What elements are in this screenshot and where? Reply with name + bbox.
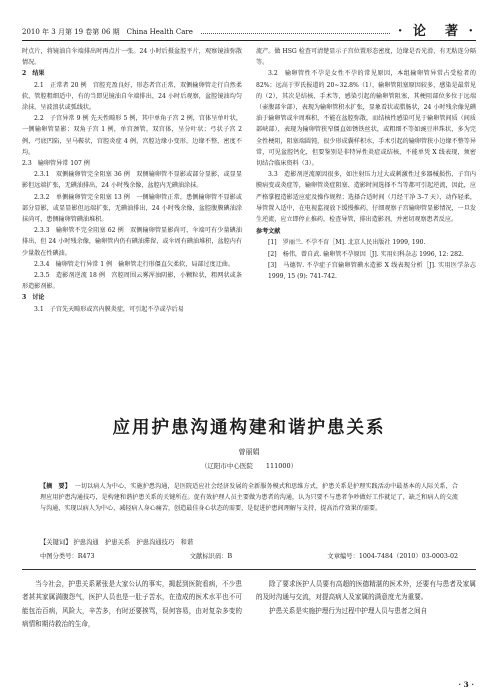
- left-column: [22, 46, 242, 410]
- header-dotted-rule: [201, 32, 390, 34]
- paragraph: 时点片，将镜油自伞端排出时再点片一张。24 小时后摄盆腔平片，观察镜油弥散情况。: [22, 48, 242, 67]
- paragraph: 3.2 输卵管性不孕是女性不孕的常见原因，本组输卵管异常占受检者的 82%；远高于罗氏报道的 20~32.8%（1），输卵管阻塞原因较多，感染是最常见的（2），其次是结核、手术等，感染引起的输卵管阻塞，其梗阻部位多位于远端（壶腹部伞部），表现为输卵管积水扩张，显象看状或腊肠状，24 小时残余像见碘油于输卵管或伞周堆积，不能在盆腔弥散，而结核性感染可见于输卵管间质（间质部峡部），表现为输卵管狭窄僵直如锈铁丝状，或粗细不等如豌豆串珠状，多为完全性梗阻，阻塞端圆钝，很少形成囊样积水，手术引起的输卵管狭小边缘不整等异常，可见盆腔钙化，但要鉴别是非特异性炎症或结核，不能单凭 X 线表现，须密切结合临床资料（3）。: [256, 70, 476, 168]
- paragraph: 2.3 输卵管异常 107 例: [22, 160, 90, 168]
- paragraph: 3.3 造影剂逆流原因很多，如注射压力过大或刺激性过多器械损伤、子宫内膜病变或炎症等，输卵管炎症阻塞、造影时间选择不当等都可引起逆流，因此，应严格掌握造影适应症及操作规程；选择合适时间（月经干净 3–7 天），动作轻柔，导管置入适中，在电视监视放下缓慢推药，仔细观察子宫输卵管显影情况，一旦发生逆流，应立即停止推药，检查导管，排出造影剂，并密切观察患者反应。: [256, 171, 476, 224]
- author-affiliation: （辽阳市中心医院 111000）: [200, 462, 298, 470]
- right-column: [256, 46, 476, 410]
- article-number: 文章编号：1004-7484（2010）03-0003-02: [327, 553, 458, 560]
- paragraph: 3.1 子宫先天畸形或宫内膜炎症，可引起不孕或孕后易: [34, 305, 184, 313]
- previous-article-columns: [22, 46, 476, 410]
- reference-item: [2] 杨伟，曾自武. 输卵管不孕原因［J]. 实用妇科杂志 1996, 12: 282.: [268, 250, 464, 258]
- paragraph: 2.3.1 双侧输卵管完全阻塞 36 例 双侧输卵管不显影或部分显影，或显显影但远端扩张，无碘油排出，24 小时残余像，盆腔内无碘油涂抹。: [22, 171, 242, 190]
- reference-item: [1] 罗丽兰. 不孕不育［M]. 北京人民出版社 1999, 190.: [268, 239, 426, 247]
- paragraph: 2.3.4 输卵管走行异常 1 例 输卵管走行形僵直欠柔软，局部过度迂曲。: [34, 260, 234, 268]
- divider-rule: [22, 569, 476, 570]
- article-title: 应用护患沟通构建和谐护患关系: [112, 418, 386, 438]
- paragraph: 除了要求医护人员要有高超的医德精湛的医术外，还要有与患者及家属的及时沟通与交流，对提高病人及家属的满意度尤为重要。: [256, 580, 476, 602]
- abstract-tag: 【摘 要】: [40, 483, 71, 490]
- paragraph: 2.3.5 造影剂逆流 18 例 宫腔周围云雾浑浊阴影，小颗粒状，粗网状或条形造影剂影。: [22, 272, 242, 291]
- document-code: 文献标识码：B: [189, 553, 233, 560]
- paragraph: 2.1 正常者 20 例 宫腔充盈良好，形态者宫正常，双侧输卵管走行自然柔软，管腔粗细适中，有的当即见镜油自伞端排出，24 小时后观察，盆腔镜油均匀涂抹，呈波浪状或弧线状。: [22, 81, 242, 112]
- paragraph: 2.2 子宫异常 9 例 先天性畸形 5 例，其中单角子宫 2 例，宫体呈单叶状，一侧输卵管显影；双角子宫 1 例，单宫颈管，双宫体，呈分叶状；弓状子宫 2 例，弓底凹陷，呈马鞍状，宫腔炎症 4 例，宫腔边缘小变形，边缘不整，密度不均。: [22, 115, 242, 156]
- paragraph: 2.3.3 输卵管不完全阻塞 62 例 双侧输卵管显影尚可，伞端可有少量碘油排出，但 24 小时残余像，输卵管内仍有碘油滞留，或伞周有碘油堆积，盆腔内有少量散在性碘油。: [22, 227, 242, 257]
- abstract: [40, 481, 458, 515]
- keywords: [40, 537, 458, 546]
- body-right-column: [256, 578, 476, 678]
- classification-row: [40, 551, 458, 565]
- paragraph: 2.3.2 单侧输卵管完全阻塞 13 例 一侧输卵管正常，患侧输卵管不显影或部分显影，或显显影但远端扩张，无碘油排出，24 小时残余像，盆腔腹膜碘油涂抹尚可，患侧输卵管碘油堆积。: [22, 193, 242, 224]
- paragraph: 当今社会，护患关系紧张是大家公认的事实，揭起到医院看病，不少患者甚其家属满腹怨气，医护人员也是一肚子苦水，在造成的医术水平也不可能包治百病，风险大，辛苦多，有时还要挨骂，误何容易，由对复杂多变的病情和期待救治的生命，: [22, 580, 242, 629]
- clc-number: 中图分类号：R473: [40, 553, 95, 560]
- author-name: 曾丽娟: [238, 448, 260, 456]
- paragraph: 护患关系是实施护理行为过程中护理人员与患者之间自: [269, 606, 428, 615]
- body-left-column: [22, 578, 242, 678]
- page-number: · 3 ·: [458, 680, 474, 689]
- keywords-tag: 【关键词】: [40, 539, 72, 546]
- running-header: [22, 20, 476, 41]
- keywords-text: 护患沟通 护患关系 护患沟通技巧 和谐: [73, 539, 194, 546]
- journal-info: 2010 年 3 月第 19 卷第 06 期 China Health Care: [22, 28, 193, 36]
- section-heading: 3 讨论: [22, 294, 45, 302]
- section-label: · 论 著 ·: [397, 24, 476, 39]
- article-body-columns: [22, 578, 476, 678]
- paragraph: 流产。做 HSG 检查可清楚显示子宫位置形态密度，边缘是否光滑，有无粘连分隔等。: [256, 48, 476, 67]
- section-heading: 2 结果: [22, 70, 45, 78]
- references-heading: 参考文献: [256, 228, 281, 236]
- abstract-text: 一切以病人为中心，实施护患沟通，是医院适应社会经济发展的全新服务模式和思维方式，护患关系是护理实践活动中最基本的人际关系，合理应用护患沟通技巧，是构建和谐护患关系的关键所在。促有效护理人员主要做为患者的沟通，认为只要不与患者争吵做好工作就足了，缺乏和病人的交流与沟通，实现以病人为中心，减轻病人身心痛苦，创造最佳身心状态的需要，是促进护患间理解与支持，提高治疗效果的需要。: [40, 483, 459, 513]
- reference-item: [3] 马德智. 不孕症子宫输卵管碘水造影 X 线表现分析［J]. 实用医学杂志 1999, 15 (9): 741-742.: [268, 261, 476, 281]
